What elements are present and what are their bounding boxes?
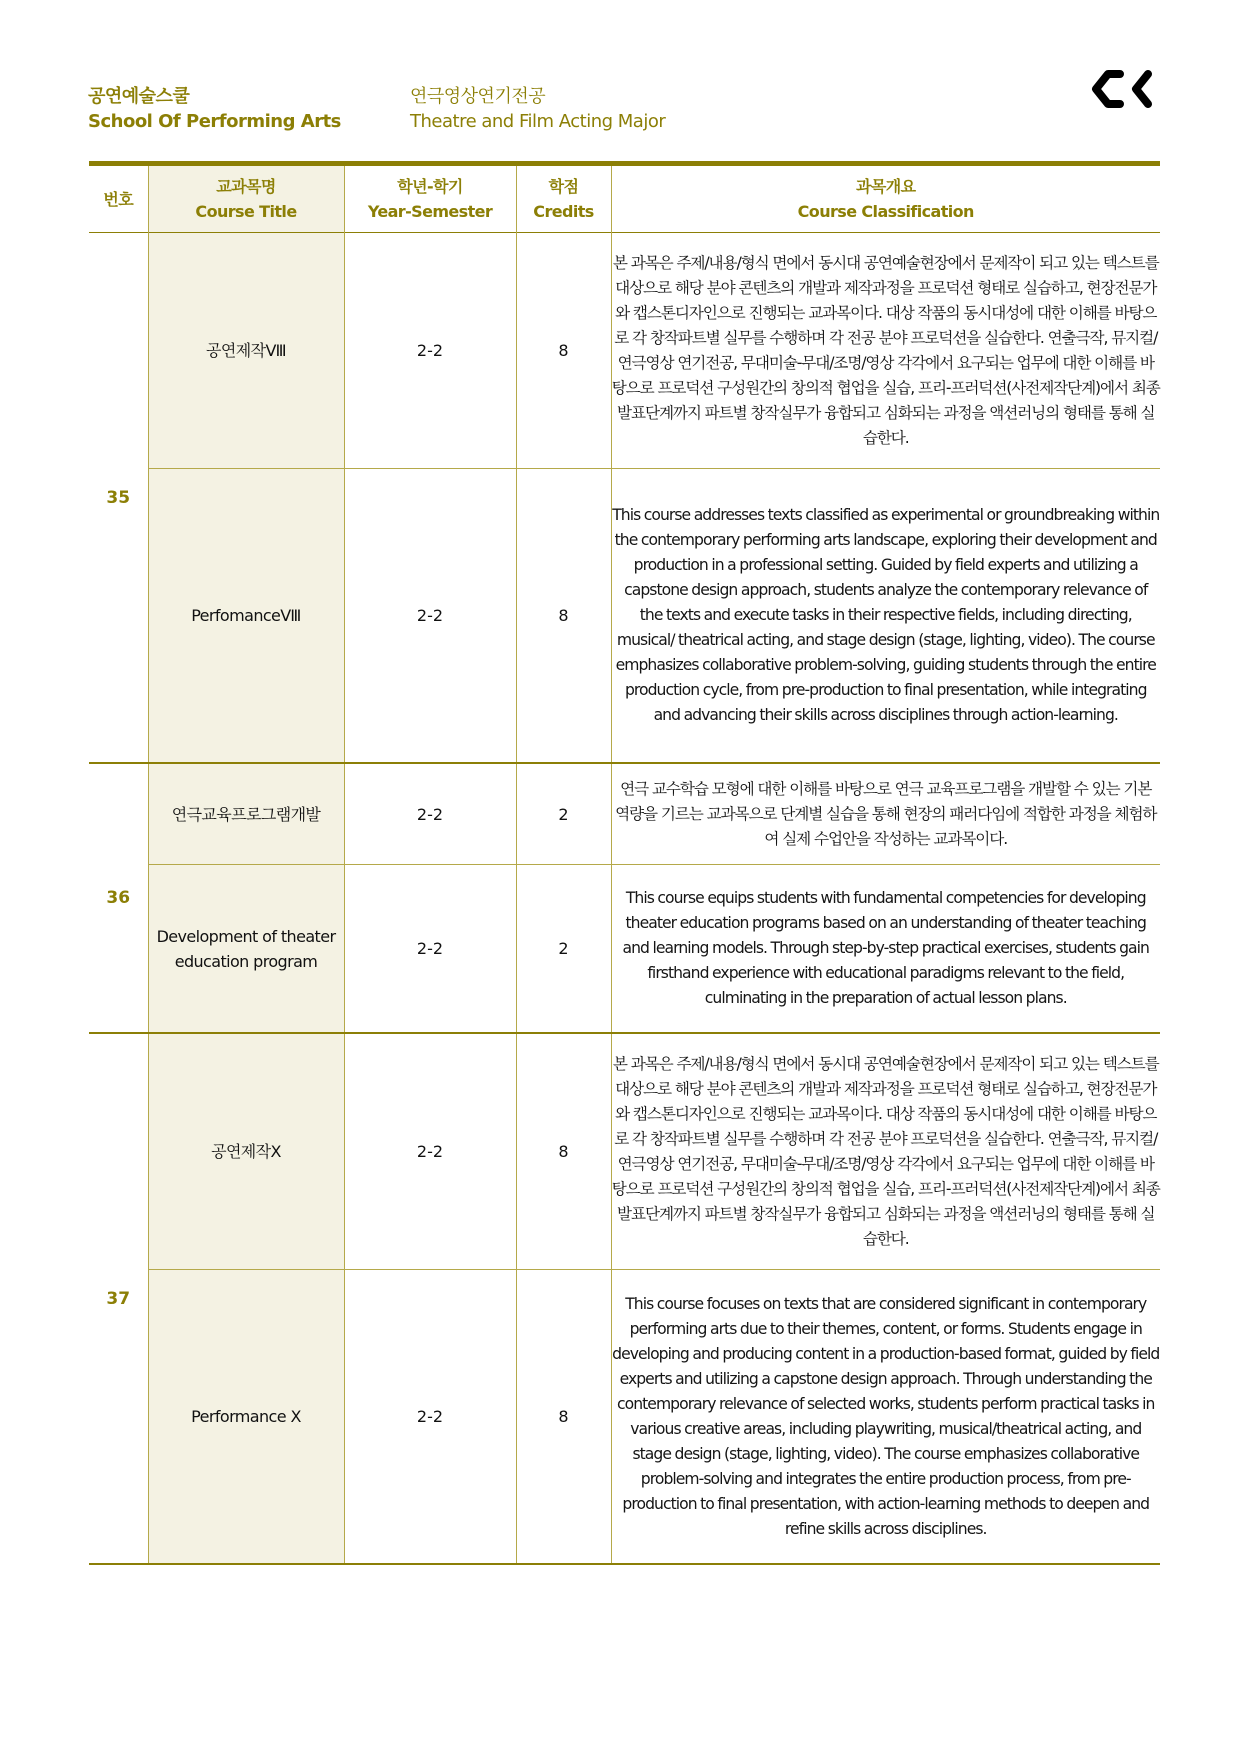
course-title: 연극교육프로그램개발 bbox=[148, 763, 344, 865]
table-header-row bbox=[89, 164, 1160, 233]
col-header-course-title: 교과목명 Course Title bbox=[148, 164, 344, 233]
school-header bbox=[88, 84, 341, 134]
table-row bbox=[89, 1270, 1160, 1565]
year-semester: 2-2 bbox=[344, 865, 516, 1034]
course-description: This course addresses texts classified as experimental or groundbreaking within the contemporary performing arts landscape, exploring their development and production in a professional setting. Guided by field experts and utilizing a capstone design approach, students analyze the contemporary relevance of the texts and execute tasks in their respective fields, including directing, musical/ theatrical acting, and stage design (stage, lighting, video). The course emphasizes collaborative problem-solving, guiding students through the entire production cycle, from pre-production to final presentation, while integrating and advancing their skills across disciplines through action-learning. bbox=[611, 469, 1160, 764]
col-header-credits: 학점 Credits bbox=[516, 164, 611, 233]
col-header-year-semester: 학년-학기 Year-Semester bbox=[344, 164, 516, 233]
credits: 8 bbox=[516, 1270, 611, 1565]
table-row bbox=[89, 233, 1160, 469]
col-header-course-classification: 과목개요 Course Classification bbox=[611, 164, 1160, 233]
credits: 2 bbox=[516, 865, 611, 1034]
course-title: Performance X bbox=[148, 1270, 344, 1565]
table-row bbox=[89, 1033, 1160, 1270]
table-row bbox=[89, 865, 1160, 1034]
school-name-en: School Of Performing Arts bbox=[88, 111, 341, 132]
course-title: 공연제작Ⅹ bbox=[148, 1033, 344, 1270]
course-number: 37 bbox=[89, 1033, 148, 1564]
col-header-number: 번호 bbox=[89, 164, 148, 233]
course-title: 공연제작Ⅷ bbox=[148, 233, 344, 469]
year-semester: 2-2 bbox=[344, 763, 516, 865]
table-row bbox=[89, 469, 1160, 764]
credits: 8 bbox=[516, 469, 611, 764]
credits: 8 bbox=[516, 233, 611, 469]
year-semester: 2-2 bbox=[344, 1270, 516, 1565]
ck-logo-icon bbox=[1090, 70, 1166, 108]
course-number: 36 bbox=[89, 763, 148, 1033]
course-title: Development of theater education program bbox=[148, 865, 344, 1034]
credits: 2 bbox=[516, 763, 611, 865]
course-description: 연극 교수학습 모형에 대한 이해를 바탕으로 연극 교육프로그램을 개발할 수 있는 기본 역량을 기르는 교과목으로 단계별 실습을 통해 현장의 패러다임에 적합한 과정을 체험하여 실제 수업안을 작성하는 교과목이다. bbox=[611, 763, 1160, 865]
school-name-ko: 공연예술스쿨 bbox=[88, 86, 190, 107]
course-description: This course equips students with fundamental competencies for developing theater education programs based on an understanding of theater teaching and learning models. Through step-by-step practical exercises, students gain firsthand experience with educational paradigms relevant to the field, culminating in the preparation of actual lesson plans. bbox=[611, 865, 1160, 1034]
course-description: 본 과목은 주제/내용/형식 면에서 동시대 공연예술현장에서 문제작이 되고 있는 텍스트를 대상으로 해당 분야 콘텐츠의 개발과 제작과정을 프로덕션 형태로 실습하고, 현장전문가와 캡스톤디자인으로 진행되는 교과목이다. 대상 작품의 동시대성에 대한 이해를 바탕으로 각 창작파트별 실무를 수행하며 각 전공 분야 프로덕션을 실습한다. 연출극작, 뮤지컬/연극영상 연기전공, 무대미술-무대/조명/영상 각각에서 요구되는 업무에 대한 이해를 바탕으로 프로덕션 구성원간의 창의적 협업을 실습, 프리-프러덕션(사전제작단계)에서 최종 발표단계까지 파트별 창작실무가 융합되고 심화되는 과정을 액션러닝의 형태를 통해 실습한다. bbox=[611, 233, 1160, 469]
course-description: 본 과목은 주제/내용/형식 면에서 동시대 공연예술현장에서 문제작이 되고 있는 텍스트를 대상으로 해당 분야 콘텐츠의 개발과 제작과정을 프로덕션 형태로 실습하고, 현장전문가와 캡스톤디자인으로 진행되는 교과목이다. 대상 작품의 동시대성에 대한 이해를 바탕으로 각 창작파트별 실무를 수행하며 각 전공 분야 프로덕션을 실습한다. 연출극작, 뮤지컬/연극영상 연기전공, 무대미술-무대/조명/영상 각각에서 요구되는 업무에 대한 이해를 바탕으로 프로덕션 구성원간의 창의적 협업을 실습, 프리-프러덕션(사전제작단계)에서 최종 발표단계까지 파트별 창작실무가 융합되고 심화되는 과정을 액션러닝의 형태를 통해 실습한다. bbox=[611, 1033, 1160, 1270]
year-semester: 2-2 bbox=[344, 233, 516, 469]
course-description: This course focuses on texts that are considered significant in contemporary performing arts due to their themes, content, or forms. Students engage in developing and producing content in a production-based format, guided by field experts and utilizing a capstone design approach. Through understanding the contemporary relevance of selected works, students perform practical tasks in various creative areas, including playwriting, musical/theatrical acting, and stage design (stage, lighting, video). The course emphasizes collaborative problem-solving and integrates the entire production process, from pre-production to final presentation, with action-learning methods to deepen and refine skills across disciplines. bbox=[611, 1270, 1160, 1565]
table-row bbox=[89, 763, 1160, 865]
major-name-ko: 연극영상연기전공 bbox=[410, 86, 546, 107]
year-semester: 2-2 bbox=[344, 469, 516, 764]
course-number: 35 bbox=[89, 233, 148, 764]
major-header bbox=[410, 84, 665, 134]
course-title: PerfomanceⅧ bbox=[148, 469, 344, 764]
major-name-en: Theatre and Film Acting Major bbox=[410, 111, 666, 132]
course-table bbox=[89, 161, 1160, 1565]
credits: 8 bbox=[516, 1033, 611, 1270]
year-semester: 2-2 bbox=[344, 1033, 516, 1270]
